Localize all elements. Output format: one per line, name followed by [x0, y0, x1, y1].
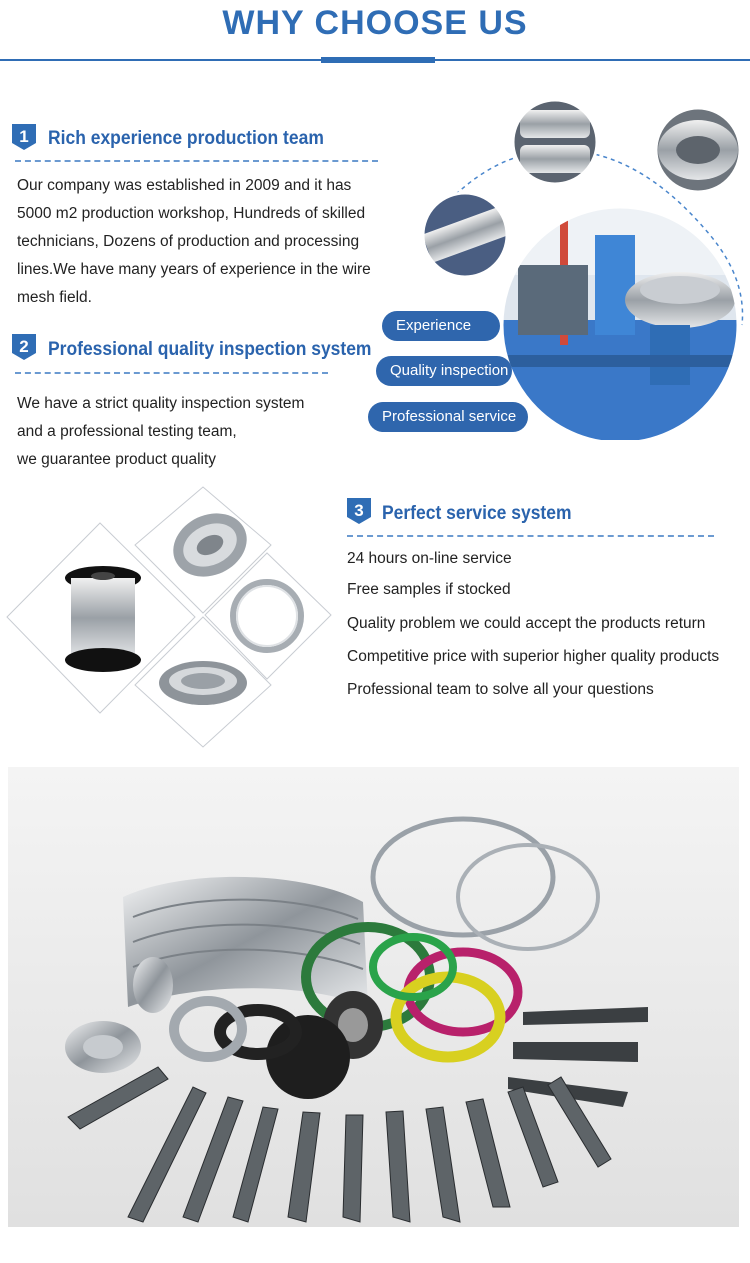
- number-badge-1-icon: [12, 124, 36, 150]
- page-title: WHY CHOOSE US: [222, 4, 528, 42]
- quality-line-1: We have a strict quality inspection system: [17, 395, 305, 412]
- number-badge-3-icon: [347, 498, 371, 524]
- section-text-experience: Our company was established in 2009 and it has 5000 m2 production workshop, Hundreds of skilled technicians, Dozens of production and processing lines.We have many years of experience in the wire mesh field.: [17, 177, 371, 306]
- wire-products-collage: [5, 485, 335, 750]
- section-divider: [15, 160, 378, 162]
- title-accent-bar: [321, 57, 435, 63]
- service-item: Free samples if stocked: [347, 581, 511, 598]
- quality-line-2: and a professional testing team,: [17, 423, 237, 440]
- section-title-experience: Rich experience production team: [48, 128, 324, 149]
- number-badge-2-icon: [12, 334, 36, 360]
- service-item: Competitive price with superior higher quality products: [347, 648, 720, 665]
- service-item: Quality problem we could accept the products return: [347, 615, 706, 632]
- badge-quality-inspection: Quality inspection: [376, 356, 512, 386]
- badge-professional-service: Professional service: [368, 402, 528, 432]
- service-item: 24 hours on-line service: [347, 550, 512, 567]
- section-title-quality: Professional quality inspection system: [48, 339, 372, 360]
- section-divider: [15, 372, 328, 374]
- badge-experience: Experience: [382, 311, 500, 341]
- section-title-service: Perfect service system: [382, 503, 572, 524]
- wire-products-photo: [8, 767, 739, 1227]
- service-item: Professional team to solve all your questions: [347, 681, 654, 698]
- badge-number-2: 2: [19, 337, 29, 356]
- badge-number-3: 3: [354, 501, 364, 520]
- factory-illustration: [370, 95, 750, 440]
- badge-number-1: 1: [19, 127, 29, 146]
- section-divider: [347, 535, 714, 537]
- quality-line-3: we guarantee product quality: [17, 451, 217, 468]
